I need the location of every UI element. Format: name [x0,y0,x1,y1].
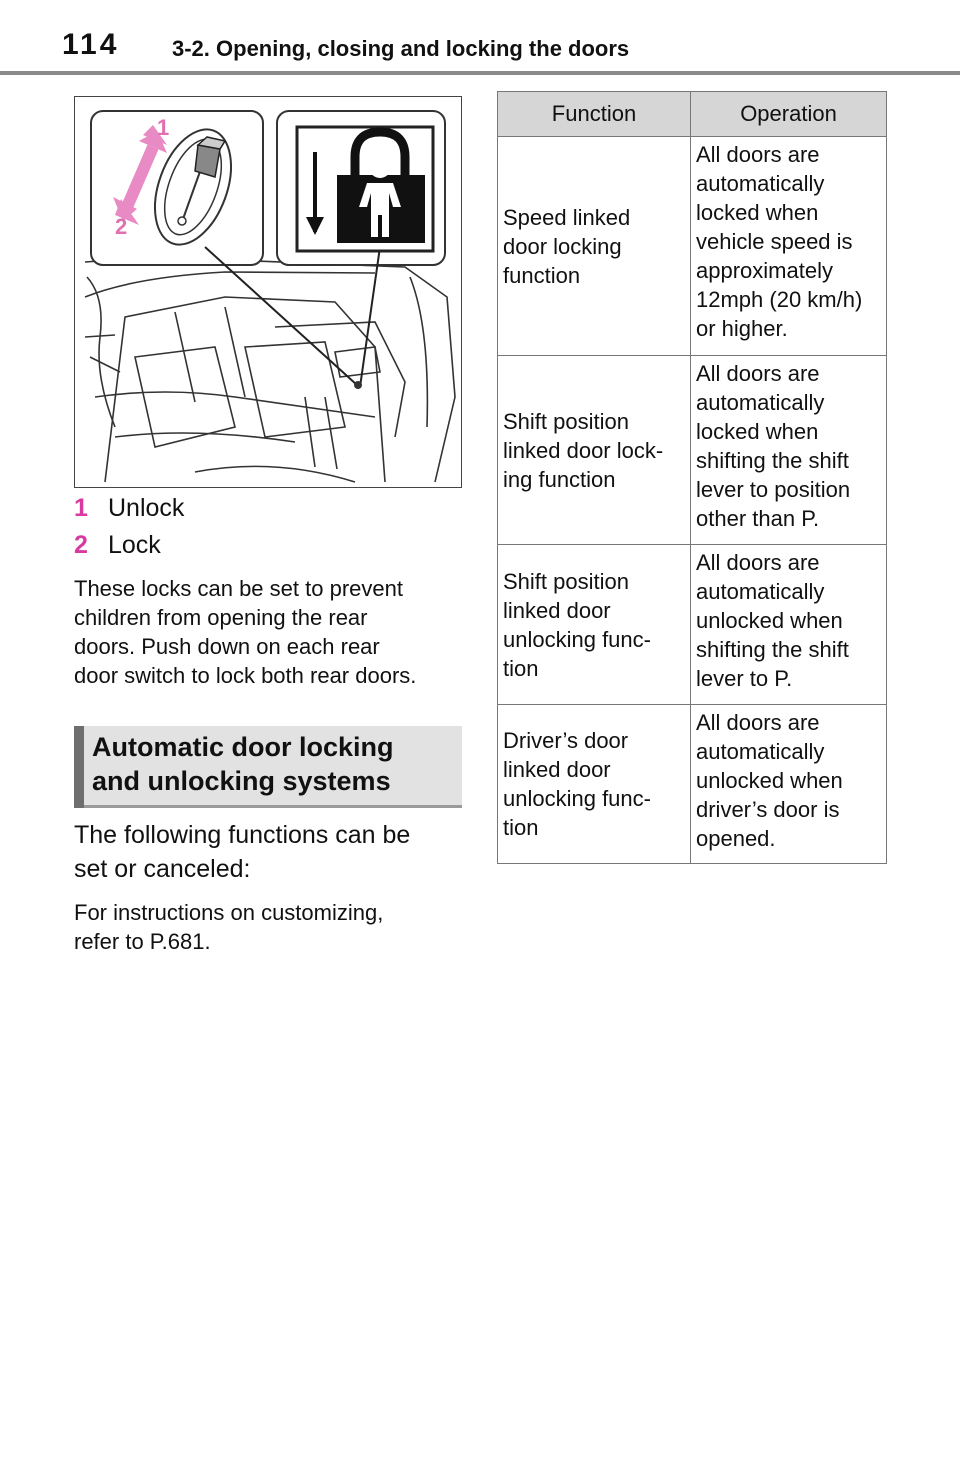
cell-line: automatically [696,579,825,604]
operation-cell [691,705,887,864]
legend-item-unlock [74,494,184,523]
cell-line: Shift position [503,408,629,434]
cell-line: All doors are [696,710,820,735]
cell-line: lever to position [696,477,851,502]
cell-line: locked when [696,200,819,225]
legend-item-lock [74,531,161,560]
operation-cell [691,137,887,356]
cell-line: tion [503,815,539,840]
legend-number: 1 [74,494,88,522]
cell-line: function [503,262,581,288]
text-line: door switch to lock both rear doors. [74,663,417,688]
cell-line: opened. [696,826,776,851]
cell-line: All doors are [696,142,820,167]
callout-1-label: 1 [157,115,170,140]
cell-line: unlocked when [696,608,843,633]
cell-line: linked door [503,757,611,782]
cell-line: automatically [696,390,825,415]
text-line: children from opening the rear [74,605,368,630]
function-cell [498,545,691,705]
section-heading-box [74,726,462,808]
cell-line: linked door lock- [503,437,664,463]
cell-line: All doors are [696,361,820,386]
cell-line: or higher. [696,316,788,341]
child-lock-icon [297,127,433,251]
column-header-function: Function [498,92,691,137]
body-paragraph [74,574,466,690]
legend-label: Unlock [108,494,185,522]
section-heading [92,730,452,798]
table-row [498,705,887,864]
cell-line: lever to P. [696,666,793,691]
header-rule [0,71,960,75]
page-header [0,0,960,76]
operation-cell [691,356,887,545]
cell-line: door locking [503,233,622,259]
column-header-operation: Operation [691,92,887,137]
cell-line: 12mph (20 km/h) [696,287,863,312]
cell-line: Speed linked [503,204,631,230]
table-row [498,545,887,705]
cell-line: ing function [503,466,616,492]
cell-line: automatically [696,739,825,764]
cell-line: automatically [696,171,825,196]
cell-line: other than P. [696,506,820,531]
table-row [498,356,887,545]
callout-2-label: 2 [115,214,128,239]
cell-line: approximately [696,258,833,283]
function-table [497,91,887,864]
cell-line: tion [503,655,539,681]
intro-text [74,818,466,886]
page-number: 114 [62,28,120,61]
legend-label: Lock [108,531,161,559]
cell-line: vehicle speed is [696,229,853,254]
text-line: The following functions can be [74,821,411,849]
text-line: doors. Push down on each rear [74,634,380,659]
table-header-row [498,92,887,137]
cell-line: locked when [696,419,819,444]
table-row [498,137,887,356]
child-lock-illustration [74,96,462,488]
operation-cell [691,545,887,705]
child-lock-drawing [75,97,462,488]
cell-line: All doors are [696,550,820,575]
cell-line: Shift position [503,568,629,594]
cell-line: shifting the shift [696,448,849,473]
legend-number: 2 [74,531,88,559]
text-line: set or canceled: [74,855,251,883]
text-line: refer to P.681. [74,929,211,954]
cell-line: shifting the shift [696,637,849,662]
customizing-note [74,898,466,956]
function-cell [498,356,691,545]
heading-line: and unlocking systems [92,766,391,796]
cell-line: driver’s door is [696,797,840,822]
cell-line: unlocked when [696,768,843,793]
cell-line: unlocking func- [503,786,651,811]
section-title: 3-2. Opening, closing and locking the doors [172,36,630,61]
cell-line: linked door [503,597,611,623]
function-cell [498,705,691,864]
text-line: These locks can be set to prevent [74,576,403,601]
function-cell [498,137,691,356]
text-line: For instructions on customizing, [74,900,384,925]
heading-line: Automatic door locking [92,732,394,762]
cell-line: Driver’s door [503,728,629,753]
heading-accent-bar [74,726,84,808]
cell-line: unlocking func- [503,626,651,652]
